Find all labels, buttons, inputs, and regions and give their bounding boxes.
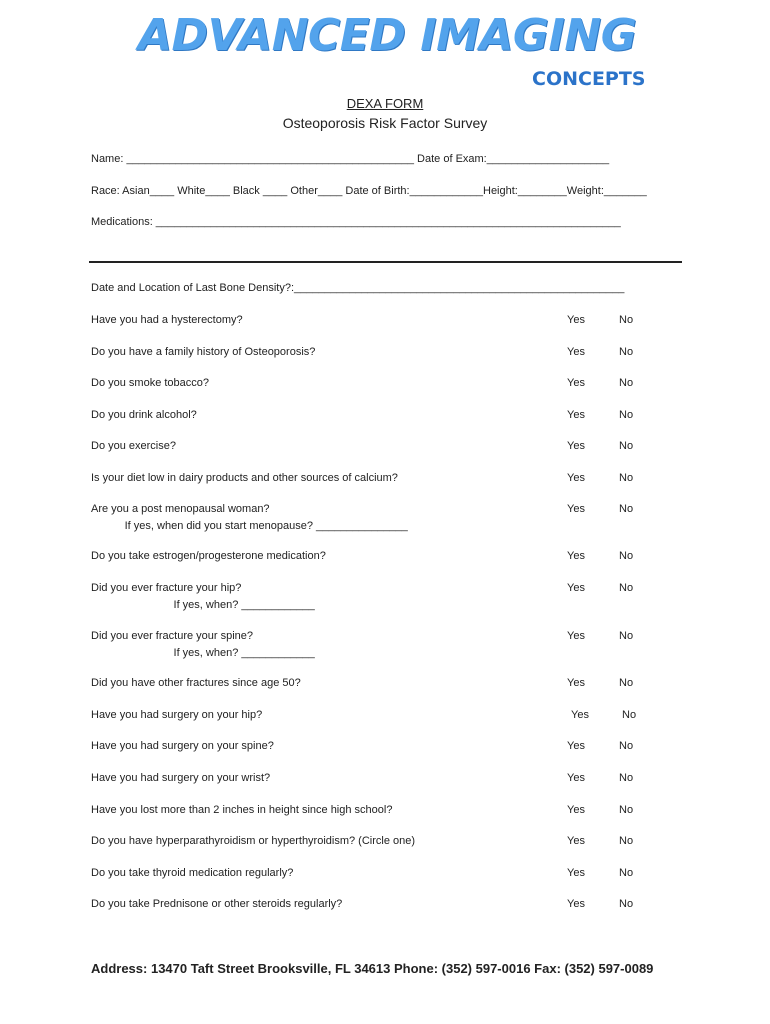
answer-yes-option[interactable]: Yes <box>567 472 585 484</box>
answer-yes-option[interactable]: Yes <box>567 630 585 642</box>
answer-no-option[interactable]: No <box>619 867 634 879</box>
answer-yes-option[interactable]: Yes <box>571 709 589 721</box>
question-text: Do you drink alcohol? <box>91 409 197 421</box>
answer-no-option[interactable]: No <box>619 740 634 752</box>
logo-main-text: ADVANCED IMAGING <box>138 10 637 61</box>
answer-no-option[interactable]: No <box>619 804 634 816</box>
answer-no-option[interactable]: No <box>619 314 634 326</box>
answer-yes-option[interactable]: Yes <box>567 314 585 326</box>
question-row <box>91 630 315 659</box>
answer-yes-option[interactable]: Yes <box>567 346 585 358</box>
question-text: Did you ever fracture your spine? <box>91 630 254 642</box>
question-row <box>91 582 315 611</box>
answer-yes-option[interactable]: Yes <box>567 835 585 847</box>
answer-yes-option[interactable]: Yes <box>567 503 585 515</box>
question-row <box>91 503 408 532</box>
answer-yes-option[interactable]: Yes <box>567 409 585 421</box>
question-row <box>91 709 262 721</box>
answer-no-option[interactable]: No <box>619 630 634 642</box>
question-row <box>91 550 326 562</box>
answer-yes-option[interactable]: Yes <box>567 550 585 562</box>
logo-sub-text: CONCEPTS <box>532 68 646 90</box>
question-text: Have you had surgery on your wrist? <box>91 772 271 784</box>
answer-no-option[interactable]: No <box>619 898 634 910</box>
question-text: Do you take Prednisone or other steroids regularly? <box>91 898 343 910</box>
question-followup-field[interactable]: If yes, when? ____________ <box>91 599 315 611</box>
question-text: Have you had surgery on your spine? <box>91 740 274 752</box>
question-text: Have you had a hysterectomy? <box>91 314 243 326</box>
answer-yes-option[interactable]: Yes <box>567 377 585 389</box>
answer-yes-option[interactable]: Yes <box>567 867 585 879</box>
question-text: Have you had surgery on your hip? <box>91 709 263 721</box>
form-subtitle: Osteoporosis Risk Factor Survey <box>282 115 488 131</box>
race-dob-height-weight-field[interactable]: Race: Asian____ White____ Black ____ Other____ Date of Birth:____________Height:________Weight:_______ <box>91 185 647 197</box>
question-row <box>91 346 315 358</box>
question-row <box>91 677 301 689</box>
question-row <box>91 740 274 752</box>
answer-yes-option[interactable]: Yes <box>567 677 585 689</box>
answer-yes-option[interactable]: Yes <box>567 898 585 910</box>
question-text: Did you have other fractures since age 50? <box>91 677 301 689</box>
question-text: Are you a post menopausal woman? <box>91 503 270 515</box>
answer-yes-option[interactable]: Yes <box>567 440 585 452</box>
answer-no-option[interactable]: No <box>619 440 634 452</box>
question-followup-field[interactable]: If yes, when? ____________ <box>91 647 315 659</box>
answer-no-option[interactable]: No <box>619 503 634 515</box>
answer-no-option[interactable]: No <box>619 550 634 562</box>
question-row <box>91 409 197 421</box>
question-row <box>91 314 243 326</box>
question-text: Did you ever fracture your hip? <box>91 582 242 594</box>
question-text: Do you exercise? <box>91 440 176 452</box>
question-text: Do you have hyperparathyroidism or hyperthyroidism? (Circle one) <box>91 835 416 847</box>
answer-no-option[interactable]: No <box>619 377 634 389</box>
question-text: Do you smoke tobacco? <box>91 377 210 389</box>
answer-no-option[interactable]: No <box>619 346 634 358</box>
question-row <box>91 377 209 389</box>
footer-address: Address: 13470 Taft Street Brooksville, FL 34613 Phone: (352) 597-0016 Fax: (352) 597-0089 <box>91 961 654 976</box>
question-text: Do you take estrogen/progesterone medication? <box>91 550 326 562</box>
answer-yes-option[interactable]: Yes <box>567 772 585 784</box>
answer-no-option[interactable]: No <box>619 409 634 421</box>
question-row <box>91 804 392 816</box>
answer-no-option[interactable]: No <box>619 677 634 689</box>
question-text: Have you lost more than 2 inches in height since high school? <box>91 804 393 816</box>
answer-yes-option[interactable]: Yes <box>567 740 585 752</box>
answer-no-option[interactable]: No <box>619 835 634 847</box>
form-title: DEXA FORM <box>346 96 424 111</box>
answer-yes-option[interactable]: Yes <box>567 804 585 816</box>
answer-yes-option[interactable]: Yes <box>567 582 585 594</box>
answer-no-option[interactable]: No <box>619 472 634 484</box>
answer-no-option[interactable]: No <box>619 582 634 594</box>
name-date-field[interactable]: Name: _______________________________________________ Date of Exam:____________________ <box>91 153 610 165</box>
answer-no-option[interactable]: No <box>622 709 637 721</box>
last-bone-density-field[interactable]: Date and Location of Last Bone Density?:______________________________________________________ <box>91 282 625 294</box>
question-followup-field[interactable]: If yes, when did you start menopause? _______________ <box>91 520 408 532</box>
question-text: Do you have a family history of Osteoporosis? <box>91 346 316 358</box>
medications-field[interactable]: Medications: ____________________________________________________________________________ <box>91 216 621 228</box>
answer-no-option[interactable]: No <box>619 772 634 784</box>
question-row <box>91 898 342 910</box>
question-text: Do you take thyroid medication regularly? <box>91 867 294 879</box>
section-divider <box>89 261 682 263</box>
question-row <box>91 835 415 847</box>
question-row <box>91 867 293 879</box>
question-row <box>91 472 398 484</box>
question-text: Is your diet low in dairy products and other sources of calcium? <box>91 472 398 484</box>
question-row <box>91 772 270 784</box>
question-row <box>91 440 176 452</box>
